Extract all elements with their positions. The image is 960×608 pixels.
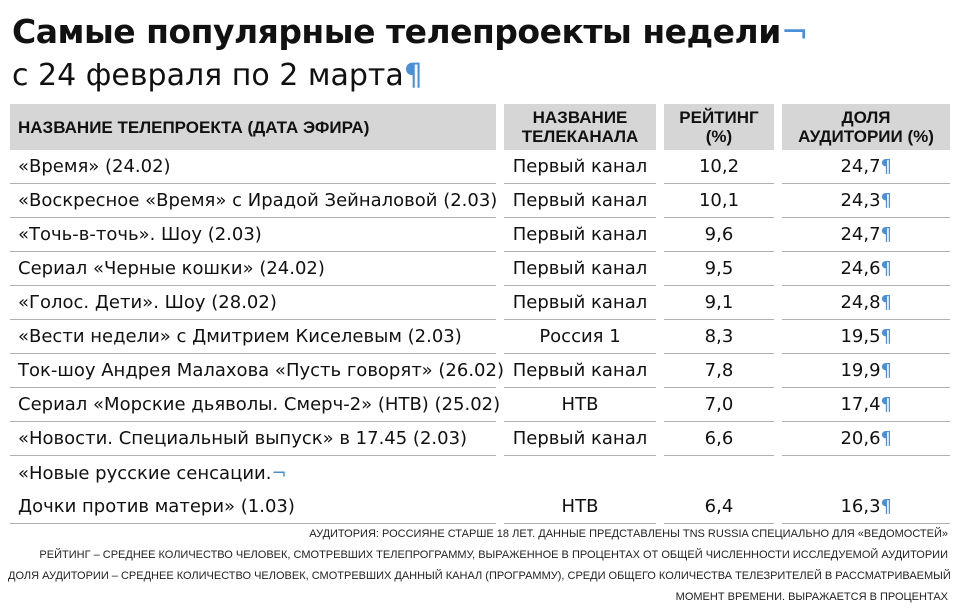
pilcrow-icon: ¶: [880, 428, 892, 449]
table-row: [10, 490, 950, 524]
pilcrow-icon: ¶: [880, 156, 892, 177]
footnote-share-cont: МОМЕНТ ВРЕМЕНИ. ВЫРАЖАЕТСЯ В ПРОЦЕНТАХ: [675, 591, 948, 603]
page-title-text: Самые популярные телепроекты недели: [12, 12, 781, 51]
cell-share: [782, 252, 950, 286]
cell-project: «Голос. Дети». Шоу (28.02): [10, 286, 496, 320]
cell-rating: 9,6: [664, 218, 774, 252]
cell-channel: Первый канал: [504, 354, 656, 388]
cell-share-value: 24,8: [840, 292, 881, 313]
cell-channel: Первый канал: [504, 184, 656, 218]
table-row: [10, 354, 950, 388]
cell-channel: Россия 1: [504, 320, 656, 354]
pilcrow-icon: ¶: [880, 258, 892, 279]
cell-channel: Первый канал: [504, 252, 656, 286]
header-gap: [496, 104, 504, 150]
page-subtitle: [12, 56, 423, 96]
cell-share: [782, 422, 950, 456]
pilcrow-icon: ¶: [880, 190, 892, 211]
header-gap: [656, 104, 664, 150]
cell-share-value: 24,7: [840, 224, 881, 245]
table-header-row: [10, 104, 950, 150]
cell-share-value: 16,3: [840, 496, 881, 517]
ratings-table: [10, 104, 950, 524]
cell-project-line1: «Новые русские сенсации.: [18, 462, 272, 484]
cell-share-value: 24,7: [840, 156, 881, 177]
cell-share-value: 17,4: [840, 394, 881, 415]
cell-rating: 10,1: [664, 184, 774, 218]
cell-channel: НТВ: [504, 388, 656, 422]
footnote-share: ДОЛЯ АУДИТОРИИ – СРЕДНЕЕ КОЛИЧЕСТВО ЧЕЛОВЕК, СМОТРЕВШИХ ДАННЫЙ КАНАЛ (ПРОГРАММУ), СРЕДИ ОБЩЕГО КОЛИЧЕСТВА ТЕЛЕЗРИТЕЛЕЙ В РАССМАТРИВАЕМЫЙ: [8, 570, 951, 582]
cell-project: [10, 456, 496, 490]
header-channel: НАЗВАНИЕ ТЕЛЕКАНАЛА: [504, 104, 656, 150]
cell-channel: НТВ: [504, 490, 656, 524]
cell-rating: 10,2: [664, 150, 774, 184]
table-row: [10, 184, 950, 218]
footnote-rating: РЕЙТИНГ – СРЕДНЕЕ КОЛИЧЕСТВО ЧЕЛОВЕК, СМОТРЕВШИХ ТЕЛЕПРОГРАММУ, ВЫРАЖЕННОЕ В ПРОЦЕНТАХ ОТ ОБЩЕЙ ЧИСЛЕННОСТИ ИССЛЕДУЕМОЙ АУДИТОРИИ: [39, 549, 948, 561]
cell-share: [782, 184, 950, 218]
cell-share-value: 20,6: [840, 428, 881, 449]
cell-share: [782, 286, 950, 320]
cell-channel: Первый канал: [504, 286, 656, 320]
cell-rating: 9,1: [664, 286, 774, 320]
page-title: [12, 12, 808, 52]
cell-project: «Воскресное «Время» с Ирадой Зейналовой (2.03): [10, 184, 496, 218]
cell-share: [782, 354, 950, 388]
cell-rating: 6,4: [664, 490, 774, 524]
cell-channel: Первый канал: [504, 218, 656, 252]
pilcrow-icon: ¶: [880, 360, 892, 381]
cell-channel: Первый канал: [504, 150, 656, 184]
table-row: [10, 252, 950, 286]
footnote-audience: АУДИТОРИЯ: РОССИЯНЕ СТАРШЕ 18 ЛЕТ. ДАННЫЕ ПРЕДСТАВЛЕНЫ TNS RUSSIA СПЕЦИАЛЬНО ДЛЯ «ВЕДОМОСТЕЙ»: [309, 528, 948, 540]
page-subtitle-text: с 24 февраля по 2 марта: [12, 58, 404, 93]
pilcrow-icon: ¶: [880, 292, 892, 313]
cell-rating: 9,5: [664, 252, 774, 286]
table-row: [10, 286, 950, 320]
pilcrow-icon: ¶: [403, 58, 423, 93]
cell-rating: 7,8: [664, 354, 774, 388]
cell-project: Сериал «Морские дьяволы. Смерч-2» (НТВ) (25.02): [10, 388, 496, 422]
cell-share: [782, 320, 950, 354]
pilcrow-icon: ¶: [880, 326, 892, 347]
cell-share-value: 24,3: [840, 190, 881, 211]
pilcrow-icon: ¶: [880, 496, 892, 517]
header-rating: РЕЙТИНГ (%): [664, 104, 774, 150]
cell-rating: 7,0: [664, 388, 774, 422]
cell-project: «Точь-в-точь». Шоу (2.03): [10, 218, 496, 252]
table-row: [10, 320, 950, 354]
cell-project: Ток-шоу Андрея Малахова «Пусть говорят» (26.02): [10, 354, 496, 388]
cell-channel: Первый канал: [504, 422, 656, 456]
header-project: НАЗВАНИЕ ТЕЛЕПРОЕКТА (ДАТА ЭФИРА): [10, 104, 496, 150]
cell-project: «Вести недели» с Дмитрием Киселевым (2.03): [10, 320, 496, 354]
pilcrow-icon: ¶: [880, 224, 892, 245]
cell-project: «Время» (24.02): [10, 150, 496, 184]
cell-share-value: 19,9: [840, 360, 881, 381]
cell-rating: 6,6: [664, 422, 774, 456]
cell-rating: 8,3: [664, 320, 774, 354]
pilcrow-icon: ¶: [880, 394, 892, 415]
table-row: [10, 218, 950, 252]
footnotes: [8, 524, 951, 608]
table-row: [10, 150, 950, 184]
header-gap: [774, 104, 782, 150]
cell-share: [782, 150, 950, 184]
table-row: [10, 388, 950, 422]
header-share: ДОЛЯ АУДИТОРИИ (%): [782, 104, 950, 150]
table-row: [10, 422, 950, 456]
cell-share: [782, 490, 950, 524]
cell-project: «Новости. Специальный выпуск» в 17.45 (2.03): [10, 422, 496, 456]
cell-share-value: 19,5: [840, 326, 881, 347]
line-break-mark-icon: ¬: [780, 12, 809, 51]
table-row: [10, 456, 950, 490]
cell-share-value: 24,6: [840, 258, 881, 279]
cell-project-line2: Дочки против матери» (1.03): [10, 490, 496, 524]
line-break-mark-icon: ¬: [271, 462, 287, 484]
cell-share: [782, 388, 950, 422]
cell-share: [782, 218, 950, 252]
cell-project: Сериал «Черные кошки» (24.02): [10, 252, 496, 286]
